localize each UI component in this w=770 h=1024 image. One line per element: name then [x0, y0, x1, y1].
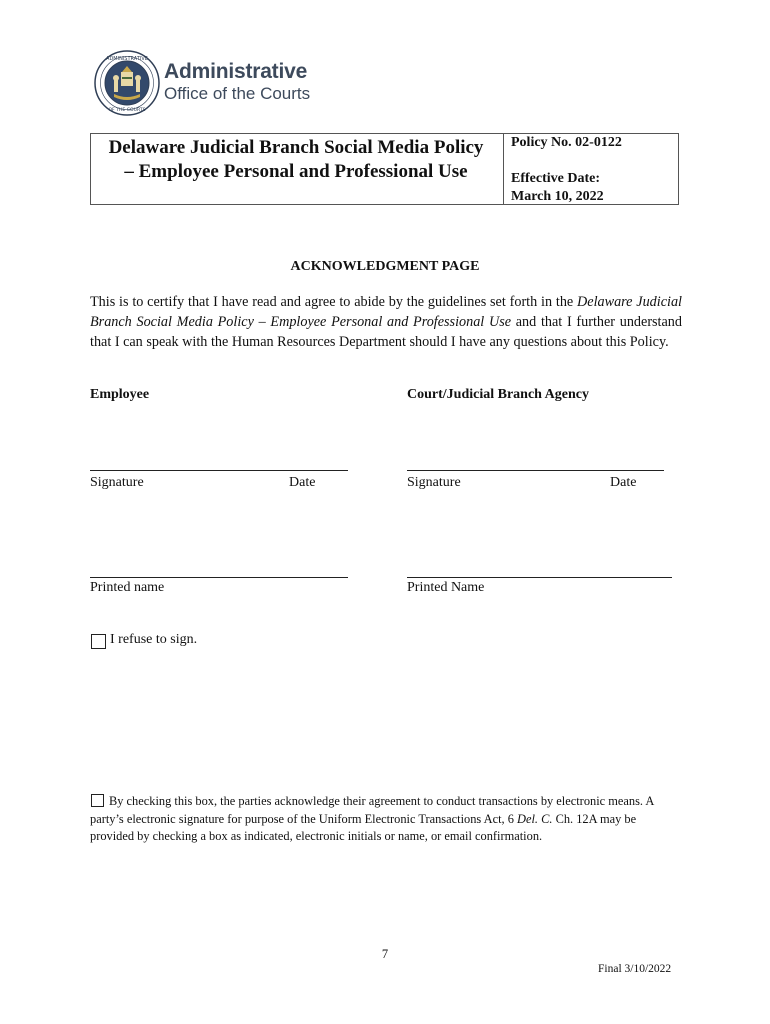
- acknowledgment-heading: ACKNOWLEDGMENT PAGE: [290, 259, 480, 274]
- employee-signature-label: Signature: [90, 475, 144, 490]
- agency-date-label: Date: [610, 475, 637, 490]
- page-number: 7: [381, 947, 389, 961]
- employee-printed-name-line[interactable]: [90, 577, 348, 578]
- effective-date-label: Effective Date:: [511, 171, 601, 186]
- effective-date-value: March 10, 2022: [511, 189, 604, 204]
- svg-text:OF THE COURTS: OF THE COURTS: [108, 108, 146, 113]
- final-version-note: Final 3/10/2022: [598, 963, 672, 975]
- policy-header-divider: [503, 133, 504, 205]
- agency-signature-label: Signature: [407, 475, 461, 490]
- employee-signature-line[interactable]: [90, 470, 348, 471]
- policy-name-italic: Delaware Judicial Branch Social Media Policy – Employee Personal and Professional Use: [90, 294, 682, 330]
- policy-title-line2: – Employee Personal and Professional Use: [124, 161, 468, 182]
- esign-code-italic: Del. C.: [517, 811, 553, 826]
- agency-printed-name-line[interactable]: [407, 577, 672, 578]
- logo-title: Administrative: [164, 60, 308, 83]
- policy-title: [92, 136, 500, 184]
- employee-date-label: Date: [289, 475, 316, 490]
- refuse-to-sign-checkbox[interactable]: [91, 634, 106, 649]
- refuse-to-sign-label: I refuse to sign.: [110, 632, 198, 647]
- esign-text-start: By checking this box, the parties acknowledge their agreement to conduct transactions by electronic means. A party’s electronic signature for purpose of the Uniform Electronic Transactions Act, 6: [90, 794, 654, 826]
- court-seal-logo: [94, 50, 160, 116]
- svg-text:ADMINISTRATIVE: ADMINISTRATIVE: [106, 56, 148, 62]
- employee-heading: Employee: [90, 387, 150, 402]
- electronic-agreement-text: [90, 793, 675, 846]
- esign-text-end: Ch. 12A may be provided by checking a box as indicated, electronic initials or name, or email confirmation.: [90, 811, 637, 843]
- logo-subtitle: Office of the Courts: [164, 84, 311, 103]
- employee-printed-name-label: Printed name: [90, 580, 165, 595]
- certification-paragraph: [90, 292, 682, 352]
- agency-heading: Court/Judicial Branch Agency: [407, 387, 590, 402]
- policy-number: Policy No. 02-0122: [511, 135, 622, 150]
- agency-printed-name-label: Printed Name: [407, 580, 485, 595]
- certification-text-end: and that I further understand that I can speak with the Human Resources Department should I have any questions about this Policy.: [90, 314, 682, 350]
- certification-text-start: This is to certify that I have read and agree to abide by the guidelines set forth in the: [90, 294, 578, 310]
- agency-signature-line[interactable]: [407, 470, 664, 471]
- policy-title-line1: Delaware Judicial Branch Social Media Policy: [108, 137, 484, 158]
